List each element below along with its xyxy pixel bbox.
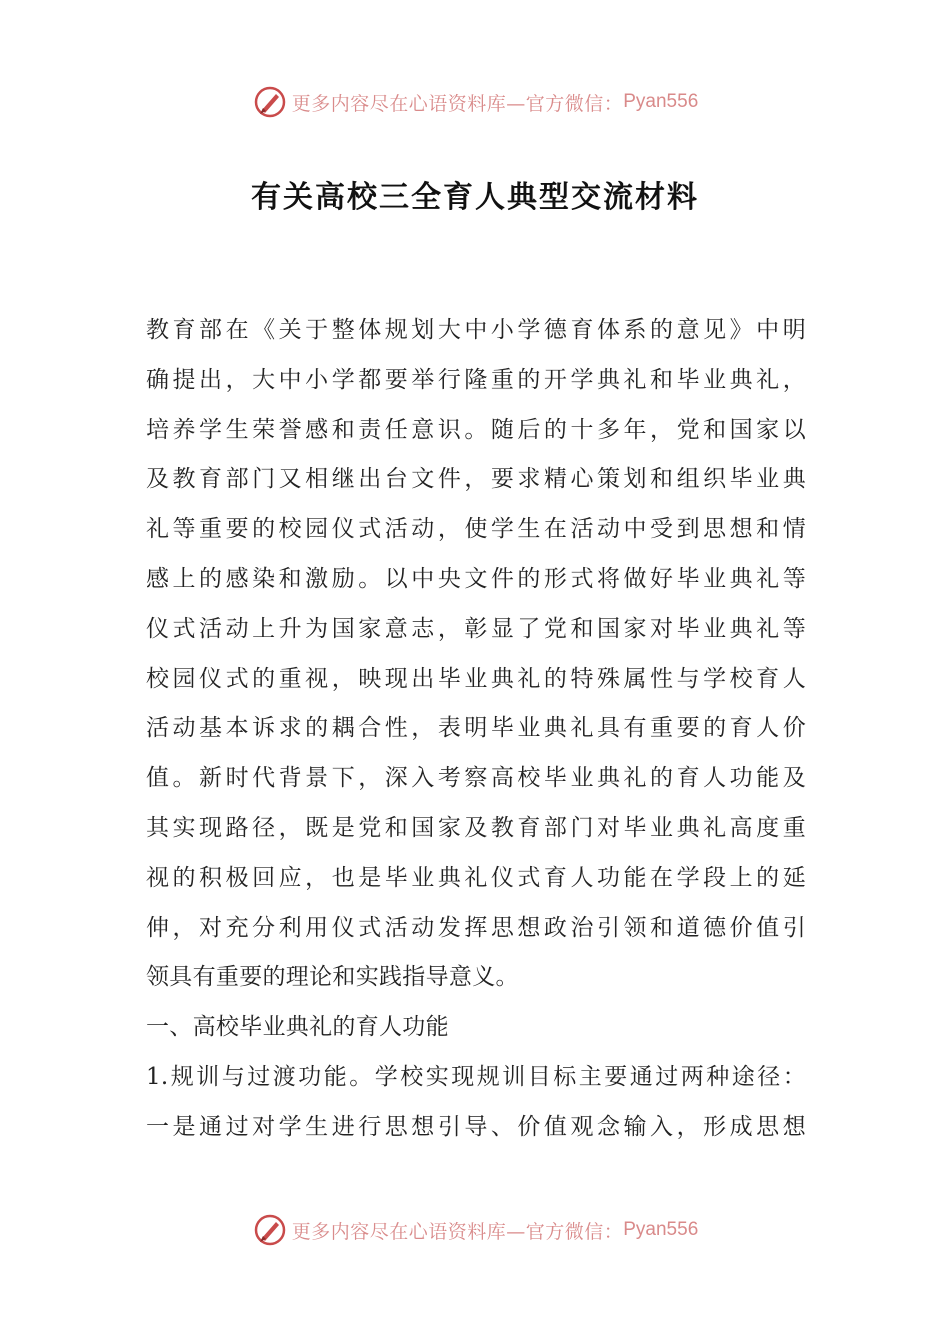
body-line: 活动基本诉求的耦合性，表明毕业典礼具有重要的育人价	[146, 715, 806, 742]
body-line: 及教育部门又相继出台文件，要求精心策划和组织毕业典	[146, 466, 806, 493]
body-line: 培养学生荣誉感和责任意识。随后的十多年，党和国家以	[146, 416, 806, 443]
pen-logo-icon	[252, 84, 288, 120]
body-line: 视的积极回应，也是毕业典礼仪式育人功能在学段上的延	[146, 864, 806, 891]
body-line: 一是通过对学生进行思想引导、价值观念输入，形成思想	[146, 1113, 806, 1140]
body-line: 1.规训与过渡功能。学校实现规训目标主要通过两种途径：	[146, 1063, 806, 1090]
body-line: 礼等重要的校园仪式活动，使学生在活动中受到思想和情	[146, 516, 806, 543]
body-line: 值。新时代背景下，深入考察高校毕业典礼的育人功能及	[146, 765, 806, 792]
document-body	[146, 306, 806, 1153]
body-line: 其实现路径，既是党和国家及教育部门对毕业典礼高度重	[146, 814, 806, 841]
pen-logo-icon	[252, 1212, 288, 1248]
watermark-header	[0, 82, 950, 122]
watermark-handle: Pyan556	[623, 1219, 699, 1240]
body-line: 仪式活动上升为国家意志，彰显了党和国家对毕业典礼等	[146, 615, 806, 642]
body-line: 教育部在《关于整体规划大中小学德育体系的意见》中明	[146, 317, 806, 343]
section-heading: 一、高校毕业典礼的育人功能	[146, 1014, 449, 1041]
watermark-handle: Pyan556	[623, 91, 699, 112]
watermark-footer	[0, 1210, 950, 1250]
body-line: 确提出，大中小学都要举行隆重的开学典礼和毕业典礼，	[146, 366, 806, 393]
body-line: 感上的感染和激励。以中央文件的形式将做好毕业典礼等	[146, 565, 806, 592]
document-title: 有关高校三全育人典型交流材料	[251, 180, 699, 215]
body-line: 校园仪式的重视，映现出毕业典礼的特殊属性与学校育人	[146, 665, 806, 692]
watermark-text: 更多内容尽在心语资料库—官方微信：	[291, 92, 624, 115]
body-line: 领具有重要的理论和实践指导意义。	[146, 964, 519, 991]
watermark-text: 更多内容尽在心语资料库—官方微信：	[291, 1220, 624, 1243]
body-line: 伸，对充分利用仪式活动发挥思想政治引领和道德价值引	[146, 914, 806, 941]
